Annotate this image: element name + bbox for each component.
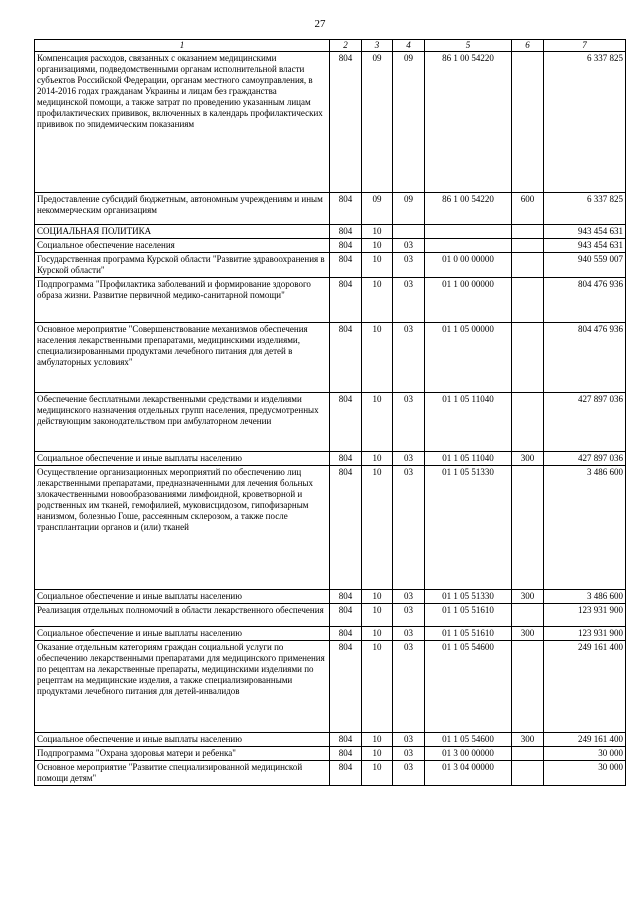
row-gr-code: 804 xyxy=(330,761,362,786)
row-expense-type xyxy=(512,393,544,452)
row-expense-type: 300 xyxy=(512,452,544,466)
table-row xyxy=(35,253,626,278)
row-name: Основное мероприятие "Совершенствование механизмов обеспечения населения лекарственными препаратами, медицинскими изделиями, специализированными продуктами лечебного питания для детей в амбулаторных условиях" xyxy=(35,323,330,393)
row-name: Подпрограмма "Профилактика заболеваний и формирование здорового образа жизни. Развитие первичной медико-санитарной помощи" xyxy=(35,278,330,323)
table-row xyxy=(35,466,626,590)
row-section-code: 10 xyxy=(362,278,393,323)
row-subsection-code: 09 xyxy=(393,193,425,225)
row-name: Компенсация расходов, связанных с оказанием медицинскими организациями, подведомственными органам исполнительной власти субъектов Российской Федерации, органам местного самоуправления, в 2014-2016 годах гражданам Украины и лицам без гражданства медицинской помощи, а также затрат по проведению указанным лицам профилактических прививок, включенных в календарь профилактических прививок по эпидемическим показаниям xyxy=(35,52,330,193)
row-section-code: 10 xyxy=(362,452,393,466)
row-subsection-code xyxy=(393,225,425,239)
row-gr-code: 804 xyxy=(330,747,362,761)
row-section-code: 09 xyxy=(362,52,393,193)
row-expense-type: 600 xyxy=(512,193,544,225)
row-target-code: 86 1 00 54220 xyxy=(425,52,512,193)
row-name: Социальное обеспечение и иные выплаты населению xyxy=(35,452,330,466)
row-section-code: 10 xyxy=(362,761,393,786)
row-target-code: 01 1 05 54600 xyxy=(425,733,512,747)
row-expense-type xyxy=(512,278,544,323)
row-amount: 3 486 600 xyxy=(544,466,626,590)
column-header: 1 xyxy=(35,40,330,52)
row-amount: 249 161 400 xyxy=(544,641,626,733)
table-header-row xyxy=(35,40,626,52)
row-gr-code: 804 xyxy=(330,452,362,466)
row-target-code: 01 1 05 51330 xyxy=(425,466,512,590)
row-amount: 804 476 936 xyxy=(544,323,626,393)
row-target-code: 01 1 05 51610 xyxy=(425,604,512,627)
row-section-code: 10 xyxy=(362,393,393,452)
row-expense-type xyxy=(512,239,544,253)
column-header: 2 xyxy=(330,40,362,52)
row-expense-type xyxy=(512,52,544,193)
row-gr-code: 804 xyxy=(330,239,362,253)
budget-table xyxy=(34,39,626,786)
row-amount: 427 897 036 xyxy=(544,452,626,466)
row-target-code: 01 0 00 00000 xyxy=(425,253,512,278)
row-name: Подпрограмма "Охрана здоровья матери и ребенка" xyxy=(35,747,330,761)
column-header: 6 xyxy=(512,40,544,52)
row-amount: 943 454 631 xyxy=(544,225,626,239)
row-expense-type xyxy=(512,604,544,627)
row-amount: 6 337 825 xyxy=(544,193,626,225)
row-amount: 804 476 936 xyxy=(544,278,626,323)
row-subsection-code: 03 xyxy=(393,733,425,747)
row-amount: 249 161 400 xyxy=(544,733,626,747)
row-amount: 943 454 631 xyxy=(544,239,626,253)
table-row xyxy=(35,733,626,747)
row-gr-code: 804 xyxy=(330,278,362,323)
row-target-code: 01 3 00 00000 xyxy=(425,747,512,761)
row-gr-code: 804 xyxy=(330,393,362,452)
row-section-code: 10 xyxy=(362,627,393,641)
row-target-code: 01 1 05 54600 xyxy=(425,641,512,733)
row-target-code: 01 1 00 00000 xyxy=(425,278,512,323)
row-name: Оказание отдельным категориям граждан социальной услуги по обеспечению лекарственными препаратами для медицинского применения по рецептам на лекарственные препараты, медицинскими изделиями по рецептам на медицинские изделия, а также специализированными продуктами лечебного питания для детей-инвалидов xyxy=(35,641,330,733)
row-target-code: 01 1 05 51610 xyxy=(425,627,512,641)
row-name: Социальное обеспечение и иные выплаты населению xyxy=(35,627,330,641)
table-row xyxy=(35,393,626,452)
row-gr-code: 804 xyxy=(330,466,362,590)
table-row xyxy=(35,452,626,466)
row-expense-type xyxy=(512,225,544,239)
table-row xyxy=(35,193,626,225)
row-subsection-code: 03 xyxy=(393,590,425,604)
row-name: Обеспечение бесплатными лекарственными средствами и изделиями медицинского назначения отдельных групп населения, предусмотренных действующим законодательством при амбулаторном лечении xyxy=(35,393,330,452)
column-header: 4 xyxy=(393,40,425,52)
row-amount: 123 931 900 xyxy=(544,604,626,627)
row-target-code xyxy=(425,239,512,253)
row-subsection-code: 03 xyxy=(393,466,425,590)
table-row xyxy=(35,627,626,641)
row-expense-type xyxy=(512,253,544,278)
row-expense-type xyxy=(512,761,544,786)
row-subsection-code: 03 xyxy=(393,452,425,466)
row-section-code: 10 xyxy=(362,747,393,761)
row-amount: 427 897 036 xyxy=(544,393,626,452)
row-target-code xyxy=(425,225,512,239)
row-expense-type: 300 xyxy=(512,627,544,641)
table-row xyxy=(35,590,626,604)
row-expense-type xyxy=(512,747,544,761)
row-target-code: 01 3 04 00000 xyxy=(425,761,512,786)
row-subsection-code: 03 xyxy=(393,278,425,323)
table-row xyxy=(35,604,626,627)
row-gr-code: 804 xyxy=(330,52,362,193)
table-row xyxy=(35,278,626,323)
row-section-code: 10 xyxy=(362,323,393,393)
row-section-code: 09 xyxy=(362,193,393,225)
row-subsection-code: 03 xyxy=(393,747,425,761)
row-name: Социальное обеспечение и иные выплаты населению xyxy=(35,733,330,747)
row-amount: 3 486 600 xyxy=(544,590,626,604)
column-header: 5 xyxy=(425,40,512,52)
row-gr-code: 804 xyxy=(330,627,362,641)
row-amount: 6 337 825 xyxy=(544,52,626,193)
row-section-code: 10 xyxy=(362,641,393,733)
row-expense-type: 300 xyxy=(512,590,544,604)
table-row xyxy=(35,239,626,253)
row-name: Реализация отдельных полномочий в области лекарственного обеспечения xyxy=(35,604,330,627)
row-expense-type xyxy=(512,641,544,733)
row-section-code: 10 xyxy=(362,225,393,239)
row-name: Осуществление организационных мероприятий по обеспечению лиц лекарственными препаратами, предназначенными для лечения больных злокачественными новообразованиями лимфоидной, кроветворной и родственных им тканей, гемофилией, муковисцидозом, гипофизарным нанизмом, болезнью Гоше, рассеянным склерозом, а также после трансплантации органов и (или) тканей xyxy=(35,466,330,590)
row-amount: 30 000 xyxy=(544,761,626,786)
page-number: 27 xyxy=(314,18,326,30)
row-expense-type xyxy=(512,466,544,590)
row-name: Государственная программа Курской области "Развитие здравоохранения в Курской области" xyxy=(35,253,330,278)
row-gr-code: 804 xyxy=(330,641,362,733)
column-header: 7 xyxy=(544,40,626,52)
row-name: СОЦИАЛЬНАЯ ПОЛИТИКА xyxy=(35,225,330,239)
row-subsection-code: 03 xyxy=(393,253,425,278)
row-section-code: 10 xyxy=(362,590,393,604)
row-gr-code: 804 xyxy=(330,323,362,393)
row-gr-code: 804 xyxy=(330,733,362,747)
row-target-code: 86 1 00 54220 xyxy=(425,193,512,225)
table-row xyxy=(35,52,626,193)
row-section-code: 10 xyxy=(362,733,393,747)
row-target-code: 01 1 05 11040 xyxy=(425,393,512,452)
row-target-code: 01 1 05 00000 xyxy=(425,323,512,393)
table-row xyxy=(35,225,626,239)
row-section-code: 10 xyxy=(362,604,393,627)
row-amount: 940 559 007 xyxy=(544,253,626,278)
row-section-code: 10 xyxy=(362,239,393,253)
row-gr-code: 804 xyxy=(330,253,362,278)
table-row xyxy=(35,761,626,786)
row-subsection-code: 03 xyxy=(393,761,425,786)
row-gr-code: 804 xyxy=(330,225,362,239)
row-subsection-code: 03 xyxy=(393,641,425,733)
row-subsection-code: 03 xyxy=(393,627,425,641)
row-expense-type xyxy=(512,323,544,393)
row-gr-code: 804 xyxy=(330,604,362,627)
column-header: 3 xyxy=(362,40,393,52)
table-row xyxy=(35,641,626,733)
row-name: Предоставление субсидий бюджетным, автономным учреждениям и иным некоммерческим организациям xyxy=(35,193,330,225)
row-target-code: 01 1 05 11040 xyxy=(425,452,512,466)
row-subsection-code: 03 xyxy=(393,604,425,627)
row-section-code: 10 xyxy=(362,253,393,278)
row-gr-code: 804 xyxy=(330,590,362,604)
row-name: Социальное обеспечение населения xyxy=(35,239,330,253)
row-expense-type: 300 xyxy=(512,733,544,747)
table-row xyxy=(35,323,626,393)
row-target-code: 01 1 05 51330 xyxy=(425,590,512,604)
row-subsection-code: 09 xyxy=(393,52,425,193)
row-subsection-code: 03 xyxy=(393,393,425,452)
row-section-code: 10 xyxy=(362,466,393,590)
row-subsection-code: 03 xyxy=(393,239,425,253)
row-name: Основное мероприятие "Развитие специализированной медицинской помощи детям" xyxy=(35,761,330,786)
row-name: Социальное обеспечение и иные выплаты населению xyxy=(35,590,330,604)
table-row xyxy=(35,747,626,761)
row-subsection-code: 03 xyxy=(393,323,425,393)
row-amount: 30 000 xyxy=(544,747,626,761)
row-amount: 123 931 900 xyxy=(544,627,626,641)
row-gr-code: 804 xyxy=(330,193,362,225)
